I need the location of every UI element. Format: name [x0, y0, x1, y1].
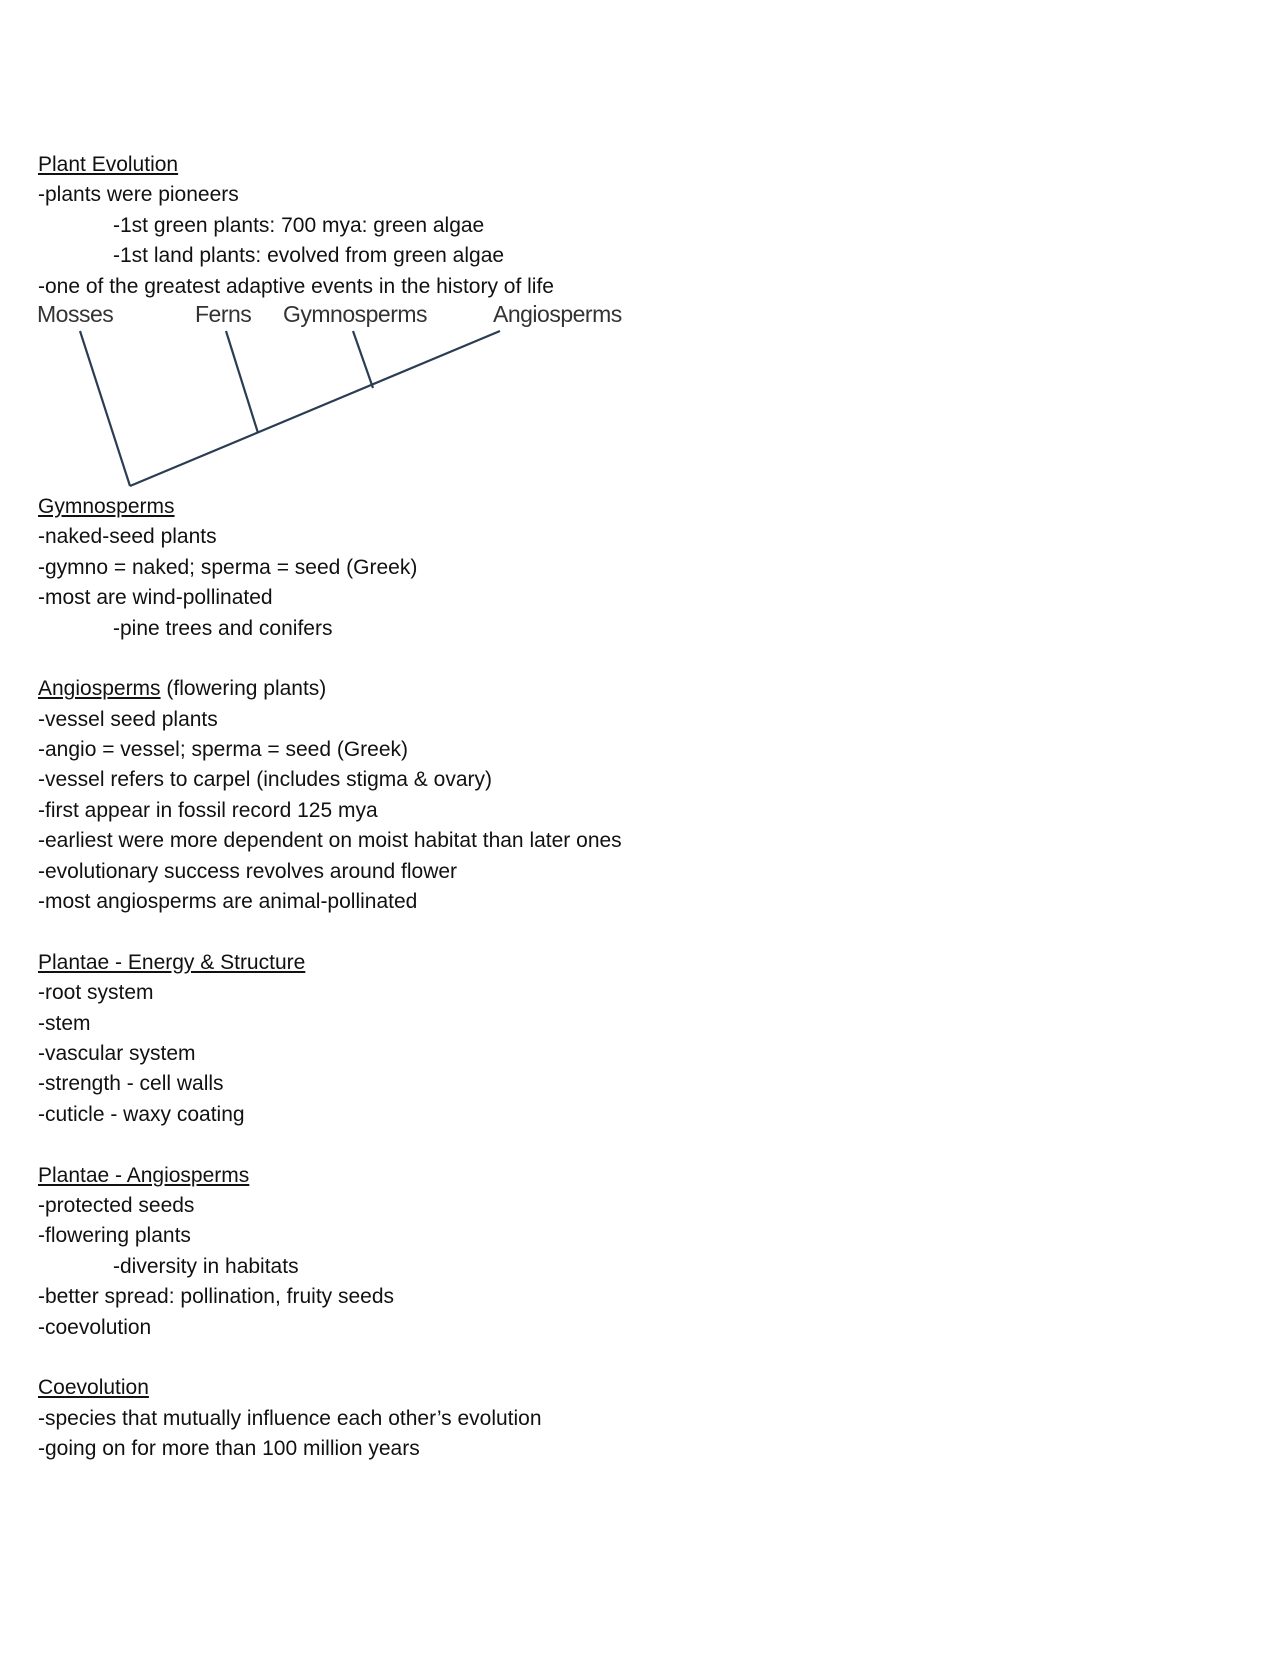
- cladogram-label-gymnosperms: Gymnosperms: [283, 300, 428, 327]
- bullet-line: -gymno = naked; sperma = seed (Greek): [38, 555, 418, 579]
- section-heading: [38, 674, 700, 704]
- bullet-line: -vessel refers to carpel (includes stigma & ovary): [38, 768, 492, 792]
- branch-gymnosperms: [353, 331, 373, 388]
- section-title: Plantae - Angiosperms: [38, 1163, 250, 1187]
- bullet-line: -angio = vessel; sperma = seed (Greek): [38, 738, 409, 762]
- bullet-line: -protected seeds: [38, 1193, 195, 1217]
- blank-line: [38, 1130, 700, 1160]
- bullet-line: -diversity in habitats: [113, 1254, 299, 1278]
- section-title-suffix: (flowering plants): [160, 677, 327, 701]
- bullet-line: -going on for more than 100 million years: [38, 1437, 420, 1461]
- branch-mosses: [80, 331, 130, 486]
- bullet-line: -species that mutually influence each other’s evolution: [38, 1406, 542, 1430]
- bullet-line: -vessel seed plants: [38, 707, 218, 731]
- bullet-line: -vascular system: [38, 1041, 196, 1065]
- bullet-line: -strength - cell walls: [38, 1072, 224, 1096]
- section-title: Plantae - Energy & Structure: [38, 950, 306, 974]
- bullet-line: -cuticle - waxy coating: [38, 1102, 245, 1126]
- section-heading: [38, 492, 700, 522]
- bullet-line: -plants were pioneers: [38, 183, 239, 207]
- section-heading: [38, 1161, 700, 1191]
- bullet-line: -naked-seed plants: [38, 525, 217, 549]
- cladogram-lines: [0, 302, 700, 492]
- bullet-line: -pine trees and conifers: [113, 616, 333, 640]
- bullet-line: -flowering plants: [38, 1224, 191, 1248]
- section-title: Gymnosperms: [38, 494, 175, 518]
- blank-line: [38, 1343, 700, 1373]
- document-body: [38, 150, 700, 1464]
- bullet-line: -root system: [38, 981, 154, 1005]
- section-heading: [38, 1373, 700, 1403]
- bullet-line: -first appear in fossil record 125 mya: [38, 798, 378, 822]
- cladogram-label-ferns: Ferns: [195, 300, 252, 327]
- section-heading: [38, 948, 700, 978]
- bullet-line: -most angiosperms are animal-pollinated: [38, 890, 418, 914]
- bullet-line: -1st green plants: 700 mya: green algae: [113, 213, 485, 237]
- section-heading: [38, 150, 700, 180]
- bullet-line: -better spread: pollination, fruity seeds: [38, 1285, 395, 1309]
- main-branch: [130, 331, 500, 486]
- cladogram-label-angiosperms: Angiosperms: [493, 300, 622, 327]
- bullet-line: -1st land plants: evolved from green algae: [113, 244, 505, 268]
- cladogram-label-mosses: Mosses: [37, 300, 114, 327]
- bullet-line: -earliest were more dependent on moist habitat than later ones: [38, 829, 622, 853]
- branch-ferns: [226, 331, 258, 433]
- bullet-line: -most are wind-pollinated: [38, 586, 273, 610]
- section-title: Angiosperms: [38, 677, 161, 701]
- section-title: Plant Evolution: [38, 153, 179, 176]
- bullet-line: -evolutionary success revolves around flower: [38, 859, 458, 883]
- section-title: Coevolution: [38, 1376, 149, 1400]
- bullet-line: -stem: [38, 1011, 91, 1035]
- cladogram: [0, 302, 700, 492]
- blank-line: [38, 917, 700, 947]
- bullet-line: -one of the greatest adaptive events in the history of life: [38, 274, 554, 298]
- blank-line: [38, 644, 700, 674]
- bullet-line: -coevolution: [38, 1315, 152, 1339]
